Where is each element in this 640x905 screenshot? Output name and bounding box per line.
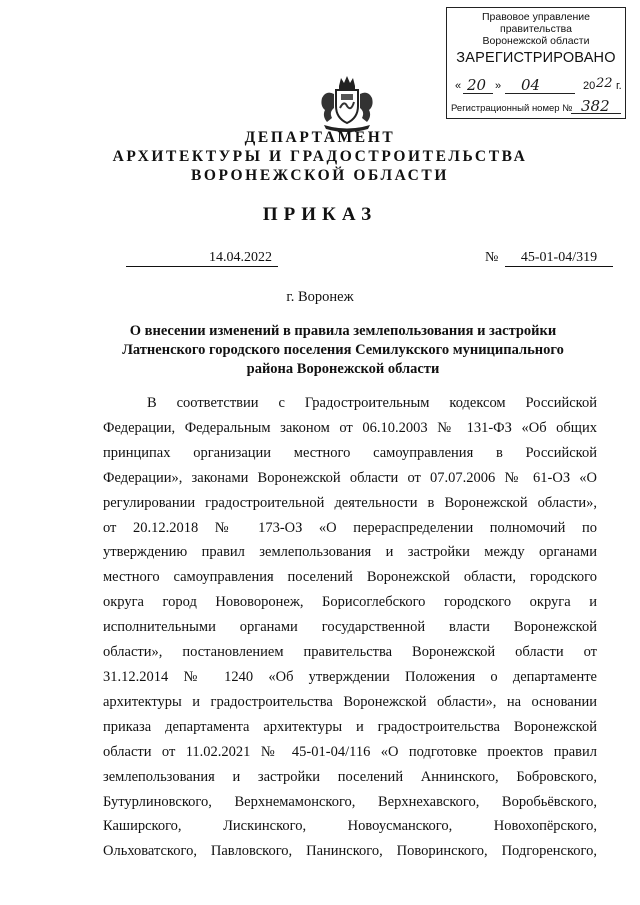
body-line: области от 11.02.2021 № 45-01-04/116 «О подготовке проектов правил — [103, 743, 597, 760]
stamp-reg-value: 382 — [581, 97, 610, 115]
stamp-day: 20 — [467, 76, 487, 94]
body-line: принципах организации местного самоуправления в Российской — [103, 444, 597, 461]
body-line: архитектуры и градостроительства Воронежской области», на основании — [103, 693, 597, 710]
subject-line: О внесении изменений в правила землепользования и застройки — [129, 323, 557, 339]
department-title-line3: ВОРОНЕЖСКОЙ ОБЛАСТИ — [190, 167, 450, 184]
subject-line: района Воронежской области — [246, 361, 440, 377]
order-number: 45-01-04/319 — [505, 250, 613, 267]
body-line: Федерации», законами Воронежской области от 07.07.2006 № 61-ОЗ «О — [103, 469, 597, 486]
stamp-org-line2: Воронежской области — [482, 35, 590, 47]
subject-line: Латненского городского поселения Семилукского муниципального — [122, 342, 564, 358]
body-line: области», постановлением правительства Воронежской области от — [103, 644, 597, 661]
stamp-organization — [447, 11, 625, 47]
stamp-month-line — [505, 93, 575, 94]
body-line: от 20.12.2018 № 173-ОЗ «О перераспределении полномочий по — [103, 519, 597, 536]
order-body — [103, 391, 597, 864]
stamp-date: « 20 » 04 20 22 г. — [455, 76, 622, 94]
order-number-label: № — [485, 250, 499, 265]
body-line: Ольховатского, Павловского, Панинского, Поворинского, Подгоренского, — [103, 843, 597, 860]
order-subject — [90, 322, 596, 379]
stamp-org-line1: Правовое управление правительства — [481, 11, 590, 35]
body-line: Бутурлиновского, Верхнемамонского, Верхнехавского, Воробьёвского, — [103, 793, 597, 810]
body-line: Каширского, Лискинского, Новоусманского, Новохопёрского, — [103, 818, 597, 835]
stamp-reg-line — [571, 113, 621, 114]
body-line: приказа департамента архитектуры и градостроительства Воронежской — [103, 718, 597, 735]
stamp-year-prefix: 20 — [583, 80, 596, 92]
body-line: Федерации, Федеральным законом от 06.10.2003 № 131-ФЗ «Об общих — [103, 419, 597, 436]
body-line: землепользования и застройки поселений Аннинского, Бобровского, — [103, 768, 597, 785]
stamp-reg-label: Регистрационный номер № — [451, 103, 573, 114]
coat-of-arms-icon — [312, 72, 382, 132]
department-title-line1: ДЕПАРТАМЕНТ — [244, 129, 396, 146]
body-line: утверждению правил землепользования и застройки между органами — [103, 544, 597, 561]
registration-stamp — [446, 7, 626, 119]
body-line: округа город Нововоронеж, Борисоглебского городского округа и — [103, 594, 597, 611]
stamp-reg-number — [451, 97, 621, 115]
order-date: 14.04.2022 — [126, 250, 278, 267]
department-title-line2: АРХИТЕКТУРЫ И ГРАДОСТРОИТЕЛЬСТВА — [112, 148, 528, 165]
city: г. Воронеж — [286, 289, 354, 305]
body-line: местного самоуправления поселений Воронежской области, городского — [103, 569, 597, 586]
body-line: регулировании градостроительной деятельности в Воронежской области», — [103, 494, 597, 511]
body-line: исполнительными органами государственной власти Воронежской — [103, 619, 597, 636]
stamp-day-line — [463, 93, 493, 94]
body-line: В соответствии с Градостроительным кодексом Российской — [147, 395, 597, 411]
stamp-year: 22 — [596, 76, 613, 91]
document-type: ПРИКАЗ — [262, 204, 378, 225]
stamp-registered-label: ЗАРЕГИСТРИРОВАНО — [456, 50, 616, 66]
stamp-month: 04 — [521, 76, 541, 94]
body-line: 31.12.2014 № 1240 «Об утверждении Положения о департаменте — [103, 668, 597, 685]
